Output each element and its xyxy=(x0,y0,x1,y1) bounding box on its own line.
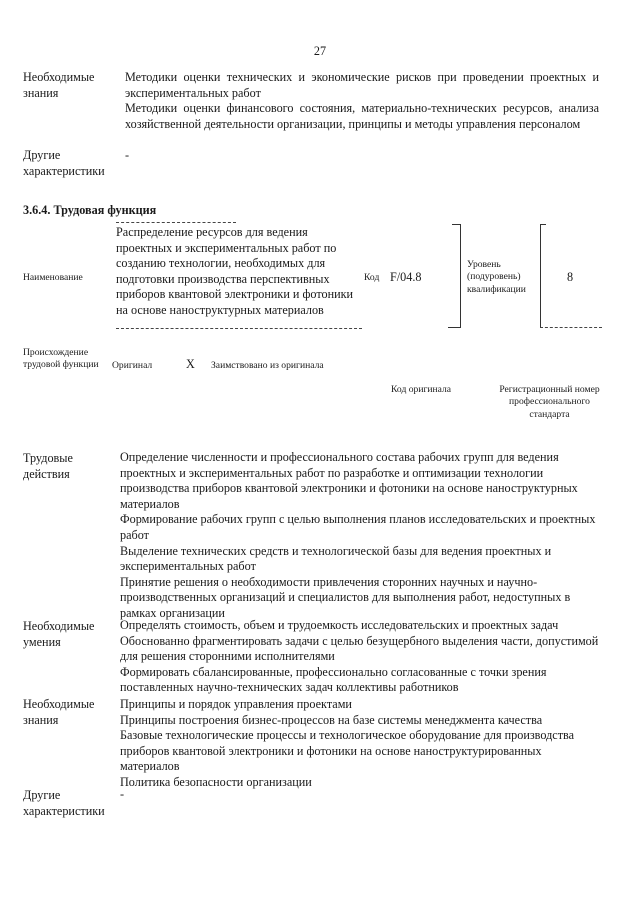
code-box-right-border xyxy=(460,224,461,328)
skills-list xyxy=(120,618,600,696)
original-mark: X xyxy=(186,357,195,371)
code-original-label: Код оригинала xyxy=(391,384,452,395)
skill-item: Определять стоимость, объем и трудоемкость исследовательских и проектных задач xyxy=(120,618,559,632)
name-bottom-border xyxy=(116,328,362,329)
function-heading: 3.6.4. Трудовая функция xyxy=(23,203,157,217)
original-label: Оригинал xyxy=(112,360,153,371)
knowledge-list-top xyxy=(125,70,599,132)
actions-label: Трудовые действия xyxy=(23,451,73,481)
knowledge-item: Базовые технологические процессы и технологическое оборудование для производства приборов квантовой электроники и фотоники на основе наноструктурированных материалов xyxy=(120,728,575,774)
code-box-bottom-tick xyxy=(448,327,460,328)
borrowed-label: Заимствовано из оригинала xyxy=(211,360,324,371)
action-item: Формирование рабочих групп с целью выполнения планов исследовательских и проектных работ xyxy=(120,512,596,542)
level-box-bottom-border xyxy=(540,327,602,328)
knowledge-item: Политика безопасности организации xyxy=(120,774,312,789)
function-name: Распределение ресурсов для ведения проектных и экспериментальных работ по созданию технологии, необходимых для подготовки производства перспективных приборов квантовой электроники и фотоники на основе наноструктурных материалов xyxy=(116,225,354,317)
other-label: Другие характеристики xyxy=(23,788,105,818)
code-label: Код xyxy=(364,272,380,283)
level-value: 8 xyxy=(566,270,574,284)
knowledge-item-top: Методики оценки финансового состояния, материально-технических ресурсов, анализа хозяйственной деятельности организации, принципы и методы управления персоналом xyxy=(125,101,599,131)
code-value: F/04.8 xyxy=(390,270,422,284)
knowledge-item: Принципы и порядок управления проектами xyxy=(120,697,352,711)
action-item: Выделение технических средств и технологической базы для ведения проектных и экспериментальных работ xyxy=(120,543,552,574)
action-item: Определение численности и профессионального состава рабочих групп для ведения проектных и экспериментальных работ по разработке и оптимизации технологии производства приборов квантовой электроники и фотоники на основе наноструктурных материалов xyxy=(120,450,578,511)
knowledge-item: Принципы построения бизнес-процессов на базе системы менеджмента качества xyxy=(120,712,543,727)
action-item: Принятие решения о необходимости привлечения сторонних научных и научно-производственных организаций и специалистов для выполнения работ, недоступных в рамках организации xyxy=(120,574,571,620)
other-value-top: - xyxy=(125,148,130,162)
skills-label: Необходимые умения xyxy=(23,619,95,649)
knowledge-label-top: Необходимые знания xyxy=(23,70,95,100)
page-number: 27 xyxy=(313,44,327,58)
reg-number-label: Регистрационный номер профессионального стандарта xyxy=(499,384,600,420)
code-box-top-tick xyxy=(452,224,460,225)
skill-item: Обоснованно фрагментировать задачи с целью безущербного выделения части, допустимой для решения сторонними исполнителями xyxy=(120,633,599,664)
knowledge-item-top: Методики оценки технических и экономические рисков при проведении проектных и экспериментальных работ xyxy=(125,70,599,100)
other-value: - xyxy=(120,787,125,801)
knowledge-label: Необходимые знания xyxy=(23,697,95,727)
level-box-top-tick xyxy=(540,224,546,225)
knowledge-list xyxy=(120,697,600,791)
level-label: Уровень (подуровень) квалификации xyxy=(467,259,526,295)
origin-label: Происхождение трудовой функции xyxy=(23,347,99,371)
actions-list xyxy=(120,450,600,622)
name-label: Наименование xyxy=(23,272,83,283)
other-label-top: Другие характеристики xyxy=(23,148,105,178)
skill-item: Формировать сбалансированные, профессионально согласованные с точки зрения поставленных научно-технических задач коллективы работников xyxy=(120,664,547,695)
name-top-border xyxy=(116,222,236,223)
level-box-left-border xyxy=(540,224,541,328)
